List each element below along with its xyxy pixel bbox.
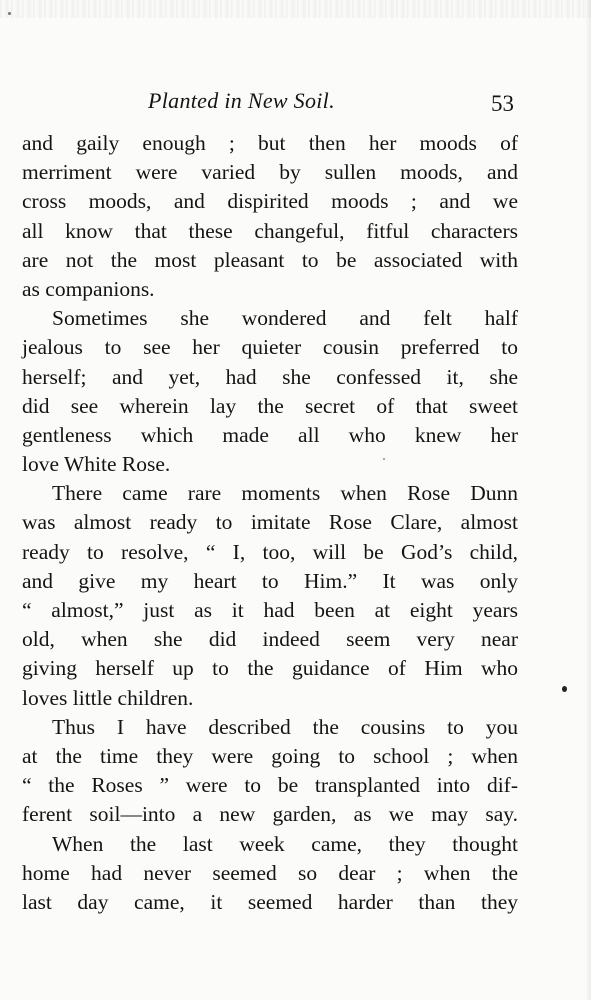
text-line: loves little children.: [22, 685, 194, 710]
text-line: giving herself up to the guidance of Him who: [22, 656, 518, 681]
paragraph-first-line: There came rare moments when Rose Dunn: [52, 481, 518, 506]
text-line: love White Rose.: [22, 452, 171, 477]
paragraph-first-line: Thus I have described the cousins to you: [52, 714, 518, 739]
print-speck: [562, 686, 567, 692]
text-line: and gaily enough ; but then her moods of: [22, 131, 518, 155]
print-speck: [383, 458, 385, 460]
text-line: ferent soil—into a new garden, as we may say.: [22, 802, 518, 827]
text-line: “ the Roses ” were to be transplanted into dif-: [22, 773, 518, 798]
page-number: 53: [491, 91, 514, 116]
paragraph-first-line: Sometimes she wondered and felt half: [52, 306, 518, 331]
text-line: did see wherein lay the secret of that sweet: [22, 393, 518, 418]
text-line: jealous to see her quieter cousin preferred to: [22, 335, 518, 360]
text-line: ready to resolve, “ I, too, will be God’s child,: [22, 539, 518, 564]
text-line: merriment were varied by sullen moods, and: [22, 160, 518, 185]
text-line: was almost ready to imitate Rose Clare, almost: [22, 510, 518, 535]
running-title: Planted in New Soil.: [148, 88, 335, 113]
text-line: as companions.: [22, 276, 155, 301]
text-line: herself; and yet, had she confessed it, she: [22, 364, 518, 389]
paragraph-first-line: When the last week came, they thought: [52, 831, 518, 856]
text-line: home had never seemed so dear ; when the: [22, 860, 518, 885]
page-edge-shadow: [585, 0, 591, 1000]
page-header: [0, 88, 591, 118]
text-line: “ almost,” just as it had been at eight years: [22, 598, 518, 622]
text-line: all know that these changeful, fitful characters: [22, 218, 518, 243]
text-line: and give my heart to Him.” It was only: [22, 568, 518, 593]
text-line: old, when she did indeed seem very near: [22, 627, 518, 652]
text-line: last day came, it seemed harder than they: [22, 889, 518, 914]
text-line: gentleness which made all who knew her: [22, 422, 518, 447]
paper-grain: [0, 0, 591, 18]
text-line: at the time they were going to school ; when: [22, 743, 518, 768]
text-line: are not the most pleasant to be associated with: [22, 247, 518, 272]
text-line: cross moods, and dispirited moods ; and we: [22, 189, 518, 214]
body-text: [22, 129, 518, 917]
print-speck: [8, 12, 11, 15]
